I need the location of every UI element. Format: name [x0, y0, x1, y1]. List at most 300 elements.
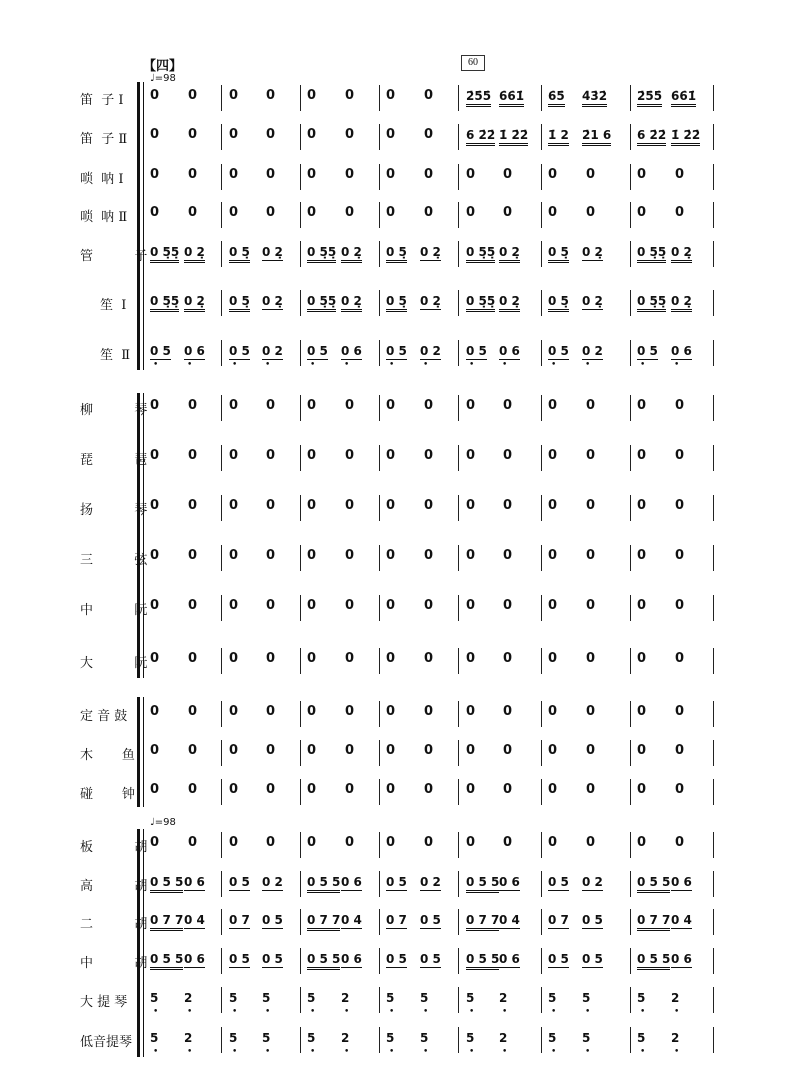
- note-group: 2̇5̇5̇: [637, 89, 662, 107]
- rest-note: 0: [586, 398, 596, 413]
- plucked-bracket-inner: [143, 393, 144, 678]
- rest-note: 0: [150, 398, 160, 413]
- rest-note: 0: [307, 651, 317, 666]
- barline: [379, 832, 380, 858]
- note-group: 0 7 7: [466, 913, 499, 931]
- barline: [541, 241, 542, 267]
- note-group: 0 2: [262, 875, 283, 889]
- barline: [541, 779, 542, 805]
- barline: [458, 545, 459, 571]
- note-group: 5: [262, 1031, 271, 1045]
- rest-note: 0: [345, 782, 355, 797]
- barline: [713, 779, 714, 805]
- rest-note: 0: [637, 598, 647, 613]
- note-group: 2̇1 6: [582, 128, 611, 146]
- barline: [630, 202, 631, 228]
- barline: [630, 340, 631, 366]
- barline: [458, 164, 459, 190]
- barline: [713, 648, 714, 674]
- rest-note: 0: [188, 127, 198, 142]
- rest-note: 0: [150, 835, 160, 850]
- note-group: 0 5̣5̣: [307, 294, 336, 312]
- barline: [379, 545, 380, 571]
- barline: [379, 779, 380, 805]
- rest-note: 0: [345, 598, 355, 613]
- rest-note: 0: [229, 598, 239, 613]
- note-group: 5: [386, 1031, 395, 1045]
- low-octave-dot: •: [551, 360, 557, 370]
- note-group: 5: [637, 991, 646, 1005]
- rest-note: 0: [229, 398, 239, 413]
- rest-note: 0: [266, 205, 276, 220]
- barline: [713, 595, 714, 621]
- rest-note: 0: [229, 782, 239, 797]
- barline: [713, 987, 714, 1013]
- rest-note: 0: [150, 498, 160, 513]
- barline: [221, 445, 222, 471]
- barline: [541, 1027, 542, 1053]
- barline: [630, 909, 631, 935]
- note-group: 0 6: [499, 875, 520, 889]
- note-group: 0 7 7: [637, 913, 670, 931]
- wind-bracket-inner: [143, 82, 144, 370]
- barline: [713, 202, 714, 228]
- rest-note: 0: [386, 782, 396, 797]
- barline: [221, 779, 222, 805]
- rest-note: 0: [675, 205, 685, 220]
- barline: [221, 948, 222, 974]
- rest-note: 0: [229, 205, 239, 220]
- barline: [221, 85, 222, 111]
- instrument-label: 唢 呐 Ⅰ: [80, 172, 124, 187]
- rest-note: 0: [637, 835, 647, 850]
- barline: [630, 85, 631, 111]
- barline: [541, 202, 542, 228]
- low-octave-dot: •: [674, 1047, 680, 1057]
- barline: [458, 648, 459, 674]
- barline: [541, 545, 542, 571]
- rest-note: 0: [386, 448, 396, 463]
- low-octave-dot: •: [502, 1007, 508, 1017]
- barline: [630, 1027, 631, 1053]
- low-octave-dot: •: [389, 360, 395, 370]
- barline: [300, 85, 301, 111]
- note-group: 0 5: [386, 344, 407, 358]
- note-group: 0 5̣5̣: [637, 294, 666, 312]
- barline: [541, 290, 542, 316]
- barline: [541, 909, 542, 935]
- barline: [300, 987, 301, 1013]
- note-group: 0 5 5: [466, 875, 499, 893]
- barline: [379, 495, 380, 521]
- barline: [300, 701, 301, 727]
- rest-note: 0: [307, 498, 317, 513]
- note-group: 0 2̣: [671, 294, 692, 312]
- instrument-label: 大 阮: [80, 656, 148, 671]
- rest-note: 0: [266, 548, 276, 563]
- note-group: 0 2: [582, 875, 603, 889]
- low-octave-dot: •: [640, 360, 646, 370]
- rest-note: 0: [386, 88, 396, 103]
- barline: [458, 445, 459, 471]
- barline: [630, 948, 631, 974]
- plucked-bracket: [137, 393, 140, 678]
- rest-note: 0: [345, 448, 355, 463]
- instrument-label: 唢 呐 Ⅱ: [80, 210, 128, 225]
- barline: [458, 909, 459, 935]
- rest-note: 0: [548, 598, 558, 613]
- note-group: 0 6: [671, 952, 692, 966]
- barline: [300, 202, 301, 228]
- barline: [713, 124, 714, 150]
- rest-note: 0: [637, 205, 647, 220]
- strings-bracket: [137, 829, 140, 1057]
- instrument-label: 中 胡: [80, 956, 148, 971]
- note-group: 2: [184, 991, 193, 1005]
- low-octave-dot: •: [265, 360, 271, 370]
- rest-note: 0: [307, 88, 317, 103]
- low-octave-dot: •: [232, 360, 238, 370]
- barline: [300, 832, 301, 858]
- note-group: 5: [637, 1031, 646, 1045]
- note-group: 6̇6̇1̇: [499, 89, 524, 107]
- rest-note: 0: [548, 743, 558, 758]
- barline: [458, 124, 459, 150]
- rest-note: 0: [188, 88, 198, 103]
- note-group: 0 5̣5̣: [637, 245, 666, 263]
- barline: [379, 395, 380, 421]
- note-group: 0 5: [386, 875, 407, 889]
- rest-note: 0: [307, 782, 317, 797]
- barline: [458, 495, 459, 521]
- rest-note: 0: [503, 598, 513, 613]
- rest-note: 0: [188, 205, 198, 220]
- rest-note: 0: [266, 704, 276, 719]
- barline: [300, 909, 301, 935]
- barline: [379, 445, 380, 471]
- rest-note: 0: [548, 782, 558, 797]
- rest-note: 0: [466, 448, 476, 463]
- rest-note: 0: [188, 448, 198, 463]
- barline: [300, 545, 301, 571]
- low-octave-dot: •: [551, 1007, 557, 1017]
- low-octave-dot: •: [389, 1007, 395, 1017]
- rest-note: 0: [150, 127, 160, 142]
- rest-note: 0: [675, 743, 685, 758]
- note-group: 0 5: [582, 952, 603, 966]
- barline: [541, 395, 542, 421]
- instrument-label: 高 胡: [80, 879, 148, 894]
- rest-note: 0: [386, 743, 396, 758]
- note-group: 0 5: [548, 344, 569, 358]
- note-group: 0 7: [229, 913, 250, 927]
- rest-note: 0: [424, 651, 434, 666]
- note-group: 0 6: [499, 952, 520, 966]
- low-octave-dot: •: [232, 1047, 238, 1057]
- low-octave-dot: •: [153, 1007, 159, 1017]
- low-octave-dot: •: [187, 1047, 193, 1057]
- note-group: 0 5̣5̣: [150, 245, 179, 263]
- note-group: 0 5: [582, 913, 603, 927]
- tempo-marking-bottom: ♩=98: [150, 817, 176, 828]
- rest-note: 0: [675, 782, 685, 797]
- instrument-label: 中 阮: [80, 603, 148, 618]
- note-group: 0 2̣: [341, 245, 362, 263]
- note-group: 0 4: [671, 913, 692, 927]
- low-octave-dot: •: [469, 360, 475, 370]
- barline: [713, 290, 714, 316]
- rest-note: 0: [229, 167, 239, 182]
- rest-note: 0: [466, 167, 476, 182]
- note-group: 6 2̇2̇: [637, 128, 666, 146]
- barline: [630, 124, 631, 150]
- low-octave-dot: •: [502, 1047, 508, 1057]
- rest-note: 0: [675, 651, 685, 666]
- low-octave-dot: •: [187, 360, 193, 370]
- note-group: 2: [671, 991, 680, 1005]
- note-group: 0 5: [548, 952, 569, 966]
- barline: [221, 164, 222, 190]
- rest-note: 0: [307, 598, 317, 613]
- instrument-label: 低音提琴: [80, 1035, 133, 1050]
- barline: [713, 832, 714, 858]
- note-group: 0 2̣: [420, 294, 441, 308]
- rest-note: 0: [548, 205, 558, 220]
- barline: [379, 1027, 380, 1053]
- note-group: 2̇5̇5̇: [466, 89, 491, 107]
- low-octave-dot: •: [344, 1007, 350, 1017]
- barline: [458, 987, 459, 1013]
- rest-note: 0: [307, 398, 317, 413]
- note-group: 0 5 5: [150, 952, 183, 970]
- low-octave-dot: •: [187, 1007, 193, 1017]
- note-group: 0 5: [637, 344, 658, 358]
- note-group: 0 2: [420, 875, 441, 889]
- rest-note: 0: [586, 598, 596, 613]
- barline: [379, 648, 380, 674]
- barline: [379, 124, 380, 150]
- rest-note: 0: [424, 127, 434, 142]
- rest-note: 0: [307, 704, 317, 719]
- rest-note: 0: [466, 743, 476, 758]
- barline: [379, 871, 380, 897]
- rest-note: 0: [637, 448, 647, 463]
- note-group: 5: [150, 991, 159, 1005]
- rest-note: 0: [386, 835, 396, 850]
- rest-note: 0: [548, 167, 558, 182]
- barline: [221, 871, 222, 897]
- rest-note: 0: [424, 835, 434, 850]
- note-group: 5: [262, 991, 271, 1005]
- note-group: 5: [548, 991, 557, 1005]
- rest-note: 0: [466, 598, 476, 613]
- barline: [379, 202, 380, 228]
- rest-note: 0: [675, 598, 685, 613]
- note-group: 2: [341, 1031, 350, 1045]
- note-group: 2: [184, 1031, 193, 1045]
- note-group: 0 7 7: [150, 913, 183, 931]
- note-group: 0 5 5: [466, 952, 499, 970]
- rest-note: 0: [675, 704, 685, 719]
- rest-note: 0: [307, 548, 317, 563]
- rest-note: 0: [188, 398, 198, 413]
- low-octave-dot: •: [585, 1047, 591, 1057]
- note-group: 0 6: [341, 344, 362, 358]
- rest-note: 0: [675, 167, 685, 182]
- rest-note: 0: [424, 743, 434, 758]
- note-group: 0 5: [229, 875, 250, 889]
- barline: [458, 832, 459, 858]
- note-group: 0 5: [548, 875, 569, 889]
- rest-note: 0: [466, 498, 476, 513]
- note-group: 0 7 7: [307, 913, 340, 931]
- low-octave-dot: •: [585, 1007, 591, 1017]
- barline: [458, 740, 459, 766]
- rest-note: 0: [424, 448, 434, 463]
- rest-note: 0: [386, 651, 396, 666]
- rest-note: 0: [586, 205, 596, 220]
- note-group: 5: [582, 1031, 591, 1045]
- note-group: 0 2̣: [184, 294, 205, 312]
- low-octave-dot: •: [310, 1047, 316, 1057]
- rest-note: 0: [150, 548, 160, 563]
- barline: [221, 545, 222, 571]
- rest-note: 0: [229, 651, 239, 666]
- note-group: 0 5: [262, 913, 283, 927]
- rest-note: 0: [424, 167, 434, 182]
- instrument-label: 笙 Ⅰ: [100, 298, 127, 313]
- rest-note: 0: [345, 205, 355, 220]
- percussion-bracket: [137, 697, 140, 807]
- rest-note: 0: [637, 704, 647, 719]
- rest-note: 0: [503, 651, 513, 666]
- barline: [379, 987, 380, 1013]
- rest-note: 0: [188, 704, 198, 719]
- note-group: 1̇ 2: [548, 128, 569, 146]
- barline: [713, 545, 714, 571]
- rest-note: 0: [229, 835, 239, 850]
- barline: [541, 340, 542, 366]
- rest-note: 0: [586, 743, 596, 758]
- note-group: 0 7: [386, 913, 407, 927]
- low-octave-dot: •: [640, 1007, 646, 1017]
- rest-note: 0: [548, 498, 558, 513]
- rest-note: 0: [266, 743, 276, 758]
- barline: [221, 648, 222, 674]
- rest-note: 0: [586, 167, 596, 182]
- note-group: 0 2: [420, 344, 441, 358]
- rest-note: 0: [503, 835, 513, 850]
- barline: [541, 164, 542, 190]
- barline: [458, 1027, 459, 1053]
- rest-note: 0: [150, 651, 160, 666]
- barline: [713, 164, 714, 190]
- rest-note: 0: [424, 704, 434, 719]
- note-group: 5: [420, 1031, 429, 1045]
- note-group: 0 2̣: [262, 245, 283, 259]
- barline: [221, 595, 222, 621]
- rest-note: 0: [188, 835, 198, 850]
- barline: [300, 948, 301, 974]
- barline: [300, 595, 301, 621]
- note-group: 0 5 5: [150, 875, 183, 893]
- barline: [379, 340, 380, 366]
- note-group: 2: [499, 1031, 508, 1045]
- note-group: 0 6: [671, 875, 692, 889]
- note-group: 0 6: [341, 952, 362, 966]
- rest-note: 0: [548, 398, 558, 413]
- note-group: 0 5: [420, 913, 441, 927]
- barline: [713, 740, 714, 766]
- barline: [630, 987, 631, 1013]
- rest-note: 0: [307, 167, 317, 182]
- barline: [630, 495, 631, 521]
- instrument-label: 笙 Ⅱ: [100, 348, 131, 363]
- note-group: 5: [466, 991, 475, 1005]
- instrument-label: 板 胡: [80, 840, 148, 855]
- barline: [713, 85, 714, 111]
- note-group: 5: [420, 991, 429, 1005]
- barline: [379, 241, 380, 267]
- low-octave-dot: •: [310, 1007, 316, 1017]
- note-group: 0 5̣5̣: [307, 245, 336, 263]
- rest-note: 0: [586, 498, 596, 513]
- barline: [541, 495, 542, 521]
- rest-note: 0: [266, 498, 276, 513]
- barline: [713, 701, 714, 727]
- barline: [300, 290, 301, 316]
- strings-bracket-inner: [143, 829, 144, 1057]
- barline: [541, 871, 542, 897]
- barline: [221, 987, 222, 1013]
- barline: [300, 124, 301, 150]
- barline: [713, 340, 714, 366]
- barline: [541, 948, 542, 974]
- note-group: 0 5̣: [548, 294, 569, 312]
- barline: [300, 164, 301, 190]
- instrument-label: 笛 子 Ⅱ: [80, 132, 128, 147]
- note-group: 0 5 5: [307, 875, 340, 893]
- low-octave-dot: •: [674, 1007, 680, 1017]
- barline: [300, 445, 301, 471]
- barline: [713, 395, 714, 421]
- barline: [630, 701, 631, 727]
- note-group: 0 5: [229, 952, 250, 966]
- barline: [221, 495, 222, 521]
- note-group: 5: [229, 1031, 238, 1045]
- low-octave-dot: •: [551, 1047, 557, 1057]
- barline: [300, 779, 301, 805]
- rest-note: 0: [188, 598, 198, 613]
- low-octave-dot: •: [585, 360, 591, 370]
- rest-note: 0: [266, 782, 276, 797]
- instrument-label: 碰 钟: [80, 787, 135, 802]
- rest-note: 0: [229, 548, 239, 563]
- note-group: 5: [582, 991, 591, 1005]
- rest-note: 0: [675, 548, 685, 563]
- barline: [300, 648, 301, 674]
- barline: [221, 395, 222, 421]
- note-group: 0 5̣5̣: [150, 294, 179, 312]
- note-group: 1̇ 2̇2̇: [671, 128, 700, 146]
- barline: [541, 124, 542, 150]
- note-group: 0 5: [420, 952, 441, 966]
- note-group: 5: [466, 1031, 475, 1045]
- barline: [713, 948, 714, 974]
- barline: [541, 740, 542, 766]
- rest-note: 0: [466, 704, 476, 719]
- barline: [713, 241, 714, 267]
